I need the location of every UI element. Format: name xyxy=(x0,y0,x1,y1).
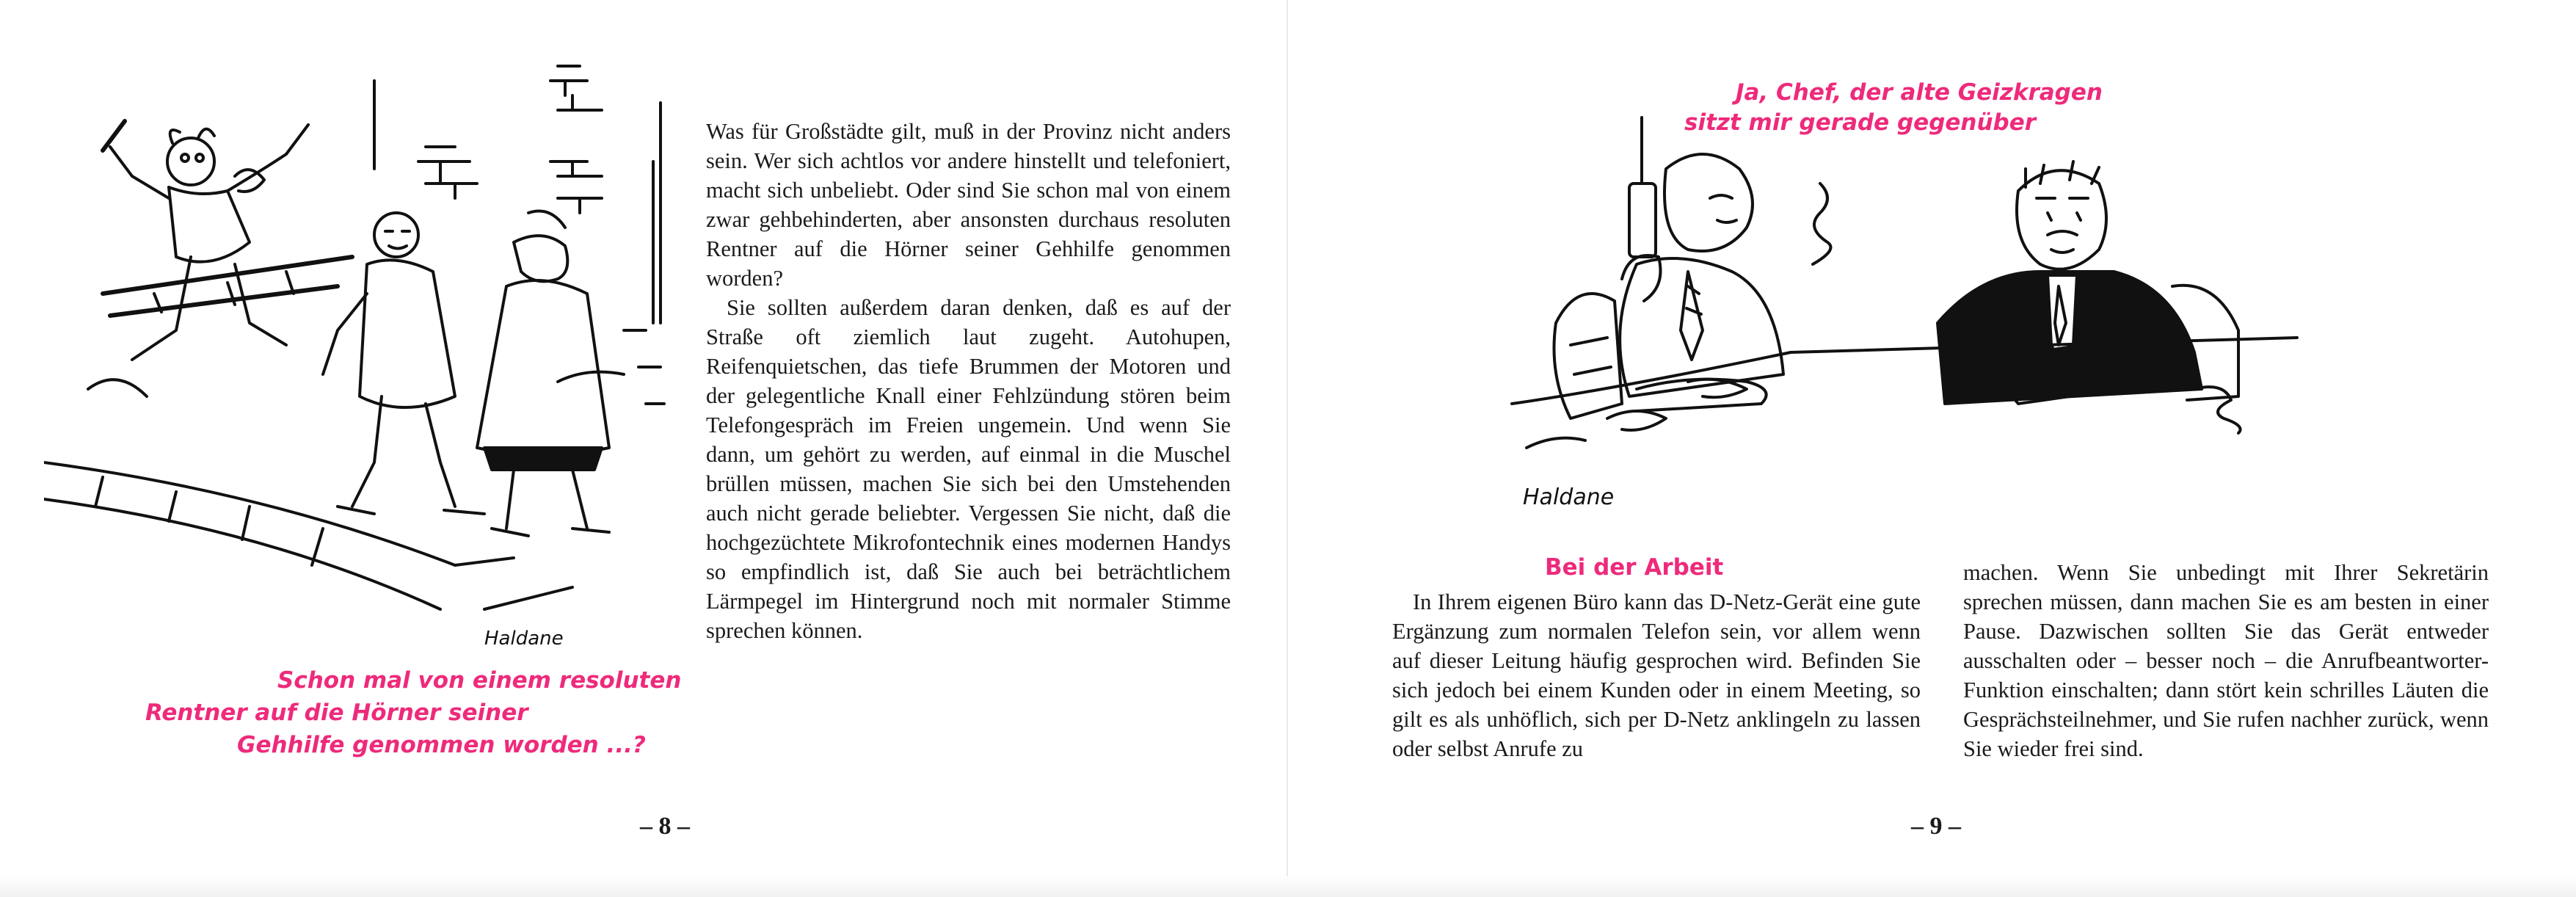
speech-line-1: Ja, Chef, der alte Geizkragen xyxy=(1736,79,2103,106)
caption-line-1: Schon mal von einem resoluten xyxy=(277,667,682,694)
right-cartoon-signature: Haldane xyxy=(1523,484,1615,510)
body-column-1: In Ihrem eigenen Büro kann das D-Netz-Gerät eine gute Ergänzung zum normalen Telefon sein, vor allem wenn auf dieser Leitung häufig gesprochen wird. Befinden Sie sich jedoch bei einem Kunden oder in einem Meeting, so gilt es als unhöflich, sich per D-Netz anklingeln zu lassen oder selbst Anrufe zu xyxy=(1392,589,1921,761)
caption-line-3: Gehhilfe genommen worden ...? xyxy=(237,732,646,758)
page-number-8: – 8 – xyxy=(640,813,690,840)
page-number-9: – 9 – xyxy=(1911,813,1961,840)
body-column-2: machen. Wenn Sie unbedingt mit Ihrer Sekretärin sprechen müssen, dann machen Sie es am besten in einer Pause. Dazwischen sollten Sie das Gerät entweder ausschalten oder – besser noch – die Anrufbeantworter-Funktion einschalten; dann stört kein schrilles Läuten die Gesprächsteilnehmer, und Sie rufen nachher zurück, wenn Sie wieder frei sind. xyxy=(1963,560,2489,761)
cartoon-office-illustration xyxy=(1468,110,2326,506)
paragraph-1: Was für Großstädte gilt, muß in der Provinz nicht anders sein. Wer sich achtlos vor andere hinstellt und telefoniert, macht sich unbeliebt. Oder sind Sie schon mal von einem zwar gehbehinderten, aber ansonsten durchaus resoluten Rentner auf die Hörner seiner Gehhilfe genommen worden? xyxy=(706,119,1231,291)
page-right xyxy=(1288,0,2576,897)
left-cartoon-signature: Haldane xyxy=(484,628,564,650)
page-bottom-edge xyxy=(0,876,2576,897)
left-body-text xyxy=(706,117,1231,645)
section-heading: Bei der Arbeit xyxy=(1545,554,1724,581)
cartoon-pensioner-illustration xyxy=(44,51,675,668)
caption-line-2: Rentner auf die Hörner seiner xyxy=(145,700,528,726)
speech-line-2: sitzt mir gerade gegenüber xyxy=(1684,109,2037,136)
paragraph-2: Sie sollten außerdem daran denken, daß es auf der Straße oft ziemlich laut zugeht. Autohupen, Reifenquietschen, das tiefe Brummen der Motoren und der gelegentliche Knall einer Fehlzündung stören beim Telefongespräch im Freien ungemein. Und wenn Sie dann, um gehört zu werden, auf einmal in die Muschel brüllen müssen, machen Sie sich bei den Umstehenden auch nicht gerade beliebter. Vergessen Sie nicht, daß die hochgezüchtete Mikrofontechnik eines modernen Handys so empfindlich ist, daß Sie auch bei beträchtlichem Lärmpegel im Hintergrund noch mit normaler Stimme sprechen können. xyxy=(706,295,1231,643)
